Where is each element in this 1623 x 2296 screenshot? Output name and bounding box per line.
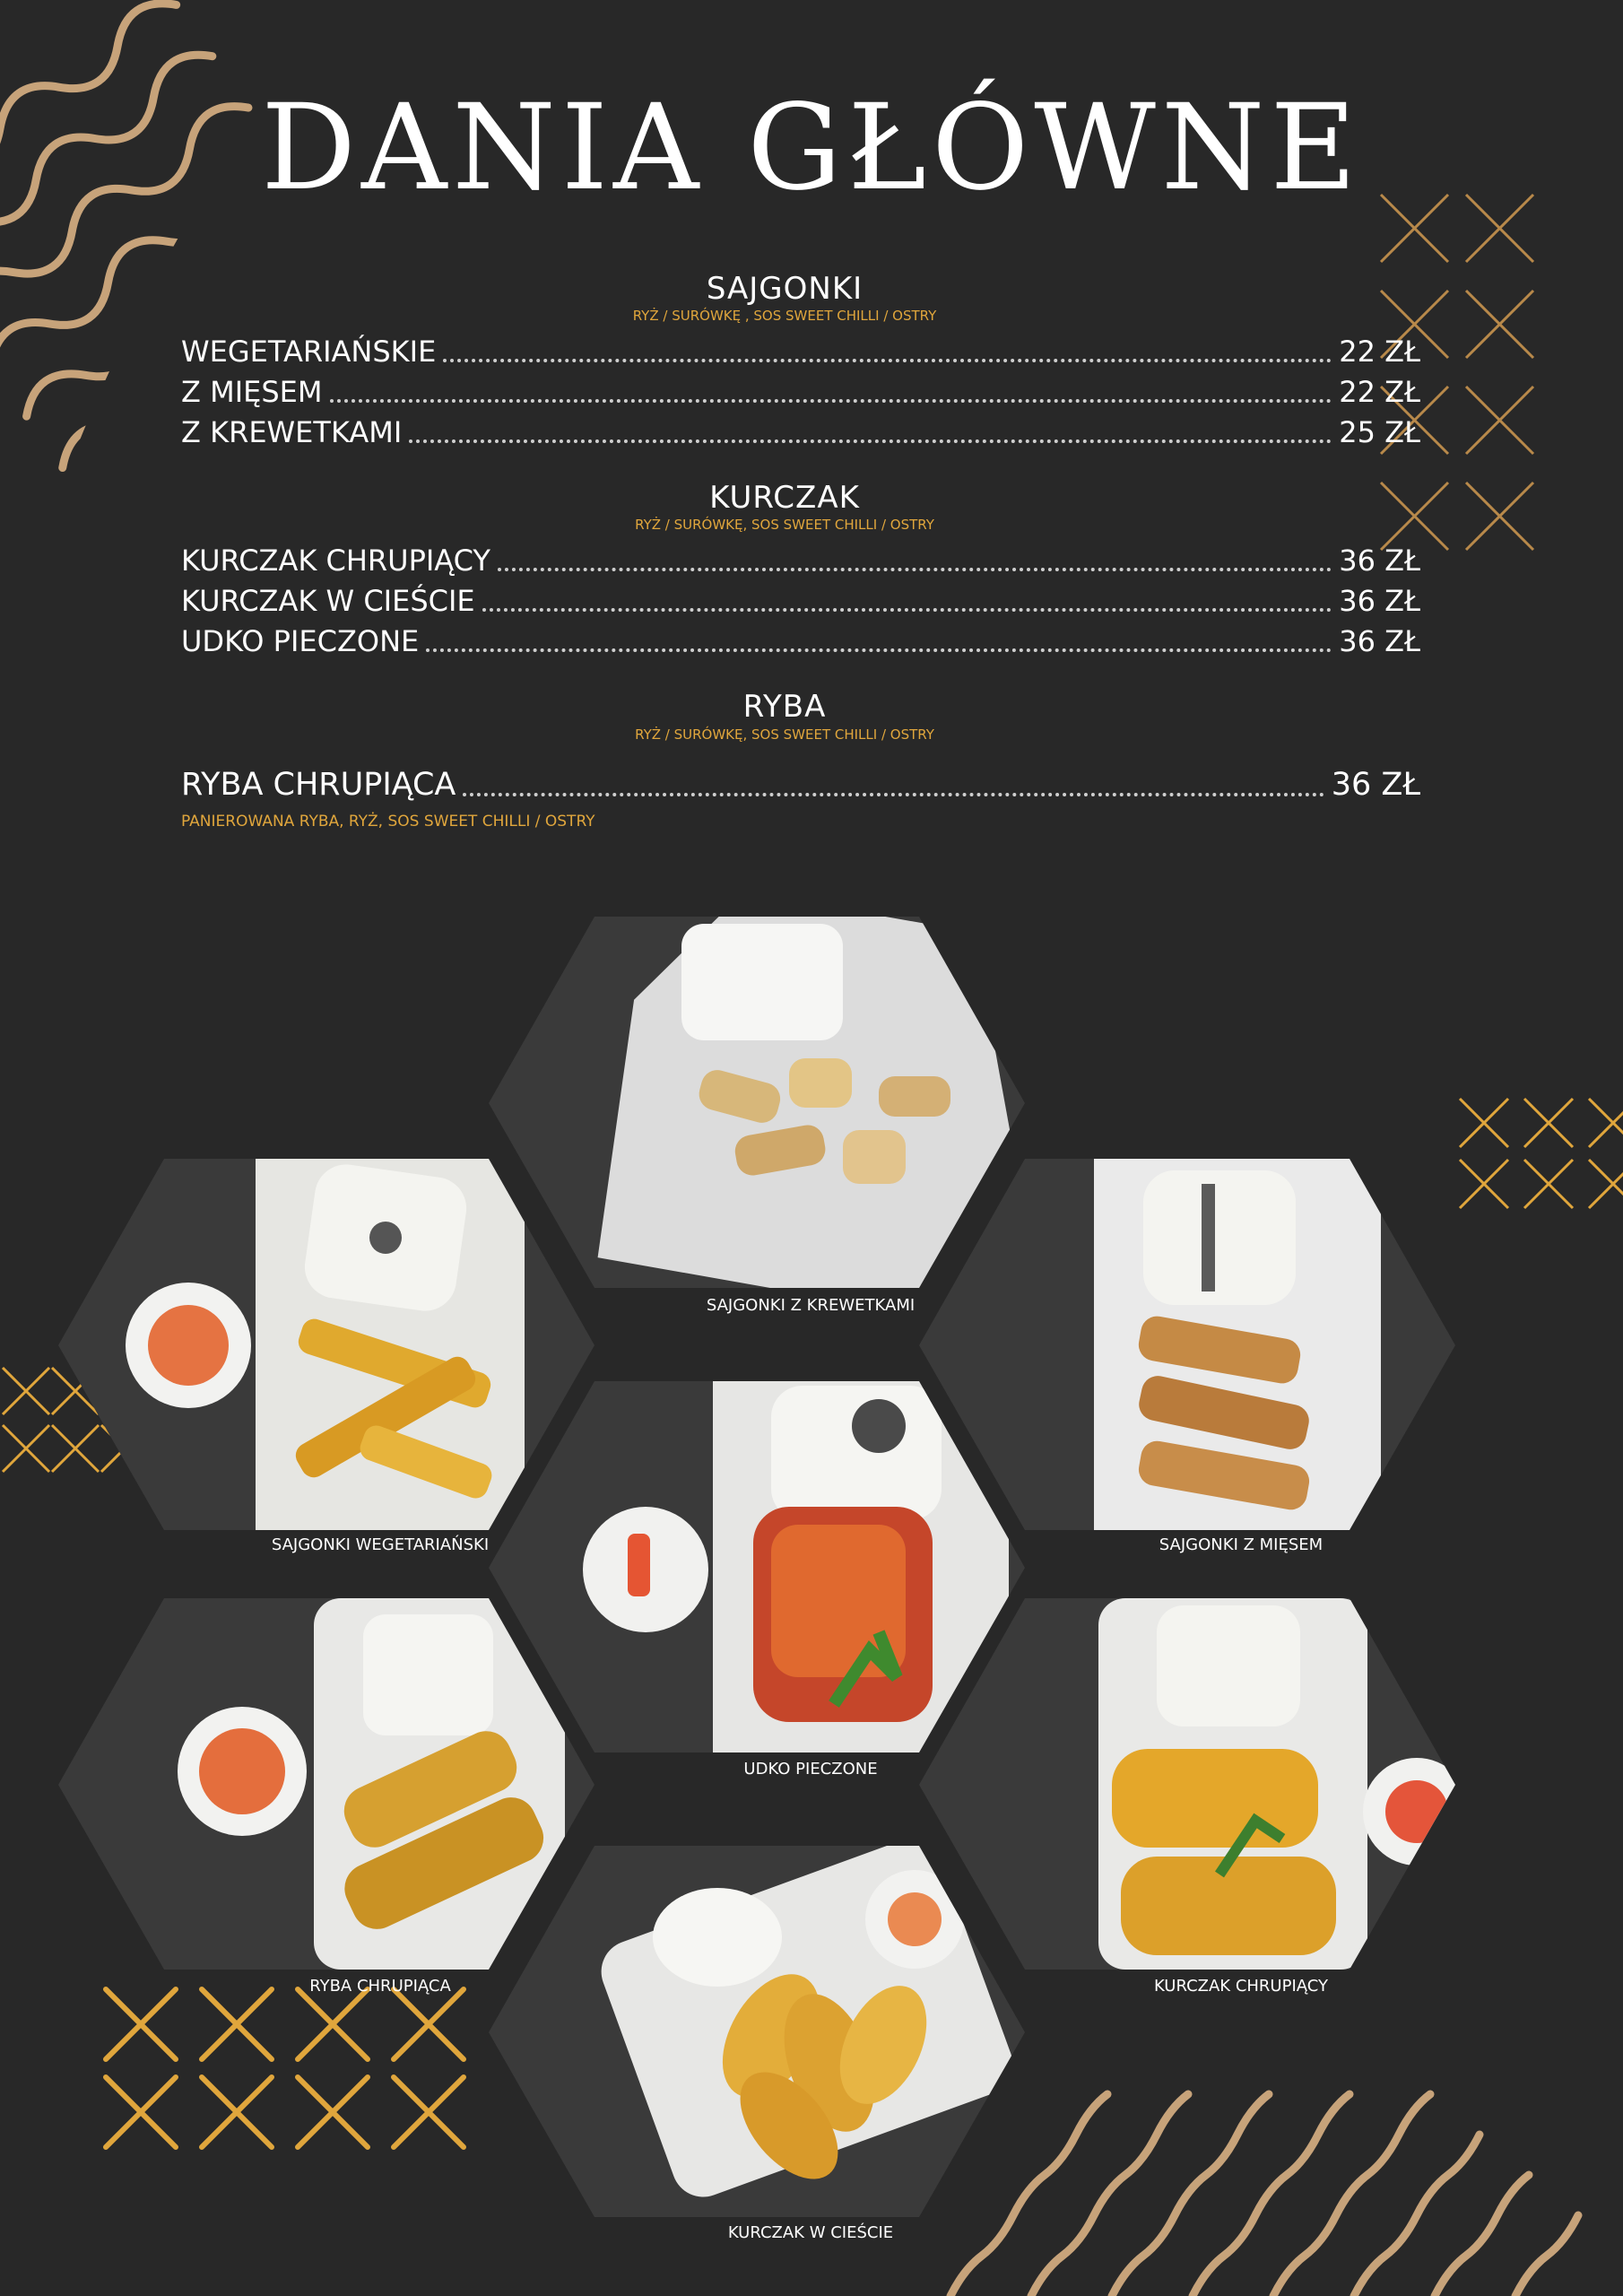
photo-caption: SAJGONKI WEGETARIAŃSKI: [271, 1535, 490, 1554]
item-price: 36 ZŁ: [1339, 544, 1420, 578]
crispy-chicken-photo: [919, 1598, 1471, 1970]
item-name: WEGETARIAŃSKIE: [181, 335, 437, 369]
item-price: 36 ZŁ: [1331, 767, 1420, 803]
section-title-ryba: RYBA: [742, 689, 827, 725]
photo-caption: SAJGONKI Z KREWETKAMI: [706, 1296, 916, 1315]
section-subtitle-sajgonki: RYŻ / SURÓWKĘ , SOS SWEET CHILLI / OSTRY: [632, 308, 937, 324]
photo-caption: KURCZAK W CIEŚCIE: [727, 2223, 894, 2242]
item-name: KURCZAK CHRUPIĄCY: [181, 544, 490, 578]
spring-rolls-meat-photo: [919, 1159, 1455, 1530]
section-title-kurczak: KURCZAK: [709, 480, 860, 516]
photo-caption: KURCZAK CHRUPIĄCY: [1153, 1977, 1329, 1996]
crispy-fish-photo: [58, 1598, 595, 1970]
section-subtitle-ryba: RYŻ / SURÓWKĘ, SOS SWEET CHILLI / OSTRY: [635, 726, 934, 743]
page-title: DANIA GŁÓWNE: [261, 79, 1362, 217]
section-title-sajgonki: SAJGONKI: [706, 271, 864, 307]
photo-caption: UDKO PIECZONE: [743, 1760, 878, 1779]
photo-caption: RYBA CHRUPIĄCA: [309, 1977, 451, 1996]
photo-caption: SAJGONKI Z MIĘSEM: [1159, 1535, 1324, 1554]
item-name: Z MIĘSEM: [181, 375, 323, 409]
item-name: Z KREWETKAMI: [181, 415, 403, 449]
item-price: 25 ZŁ: [1339, 415, 1420, 449]
battered-chicken-photo: [489, 1831, 1025, 2217]
item-name: UDKO PIECZONE: [181, 624, 420, 658]
item-price: 36 ZŁ: [1339, 584, 1420, 618]
section-subtitle-kurczak: RYŻ / SURÓWKĘ, SOS SWEET CHILLI / OSTRY: [635, 517, 934, 533]
roast-leg-photo: [489, 1381, 1025, 1752]
item-description: PANIEROWANA RYBA, RYŻ, SOS SWEET CHILLI / OSTRY: [181, 813, 595, 831]
item-name: KURCZAK W CIEŚCIE: [181, 584, 475, 618]
spring-rolls-veg-photo: [58, 1159, 595, 1530]
item-price: 22 ZŁ: [1339, 335, 1420, 369]
item-price: 36 ZŁ: [1339, 624, 1420, 658]
item-price: 22 ZŁ: [1339, 375, 1420, 409]
item-name: RYBA CHRUPIĄCA: [181, 767, 456, 803]
